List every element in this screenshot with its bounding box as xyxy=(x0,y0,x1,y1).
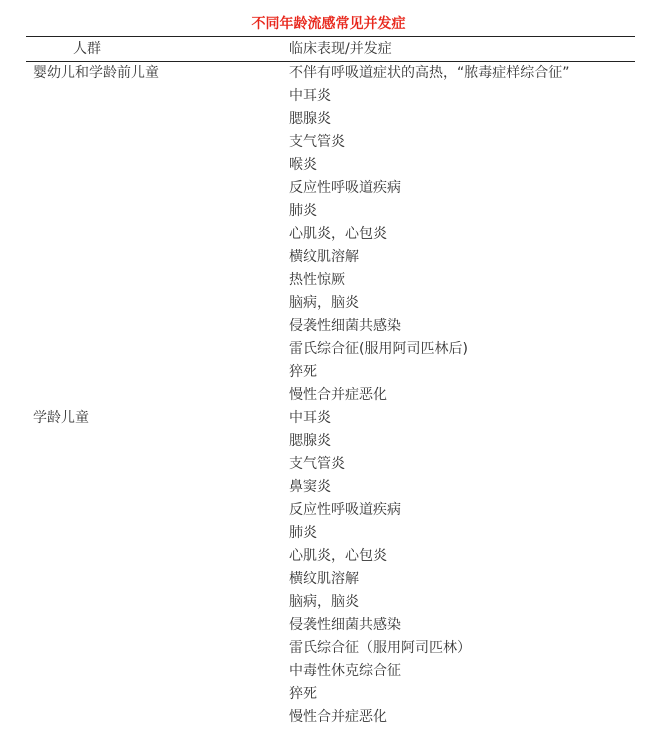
table-header xyxy=(0,38,657,60)
list-item: 腮腺炎 xyxy=(289,111,331,127)
list-item: 雷氏综合征(服用阿司匹林后) xyxy=(289,341,468,357)
list-item: 横纹肌溶解 xyxy=(289,249,359,265)
list-item: 鼻窦炎 xyxy=(289,479,331,495)
list-item: 腮腺炎 xyxy=(289,433,331,449)
list-item: 脑病，脑炎 xyxy=(289,594,359,610)
list-item: 慢性合并症恶化 xyxy=(289,709,387,725)
list-item: 中耳炎 xyxy=(289,410,331,426)
list-item: 反应性呼吸道疾病 xyxy=(289,502,401,518)
list-item: 热性惊厥 xyxy=(289,272,345,288)
list-item: 猝死 xyxy=(289,686,317,702)
table-title: 不同年龄流感常见并发症 xyxy=(251,16,406,32)
list-item: 不伴有呼吸道症状的高热，“脓毒症样综合征” xyxy=(289,65,570,81)
list-item: 横纹肌溶解 xyxy=(289,571,359,587)
complication-list xyxy=(289,407,471,729)
list-item: 猝死 xyxy=(289,364,317,380)
list-item: 慢性合并症恶化 xyxy=(289,387,387,403)
list-item: 雷氏综合征（服用阿司匹林） xyxy=(289,640,471,656)
list-item: 中耳炎 xyxy=(289,88,331,104)
top-rule xyxy=(26,36,635,37)
group-name: 学龄儿童 xyxy=(33,410,89,426)
header-group: 人群 xyxy=(73,41,101,57)
list-item: 肺炎 xyxy=(289,203,317,219)
list-item: 心肌炎，心包炎 xyxy=(289,226,387,242)
list-item: 肺炎 xyxy=(289,525,317,541)
list-item: 心肌炎，心包炎 xyxy=(289,548,387,564)
list-item: 中毒性休克综合征 xyxy=(289,663,401,679)
complication-list xyxy=(289,62,570,407)
header-clinical: 临床表现/并发症 xyxy=(289,41,392,57)
list-item: 脑病，脑炎 xyxy=(289,295,359,311)
list-item: 侵袭性细菌共感染 xyxy=(289,617,401,633)
list-item: 支气管炎 xyxy=(289,456,345,472)
list-item: 侵袭性细菌共感染 xyxy=(289,318,401,334)
list-item: 支气管炎 xyxy=(289,134,345,150)
list-item: 反应性呼吸道疾病 xyxy=(289,180,401,196)
list-item: 喉炎 xyxy=(289,157,317,173)
group-name: 婴幼儿和学龄前儿童 xyxy=(33,65,159,81)
